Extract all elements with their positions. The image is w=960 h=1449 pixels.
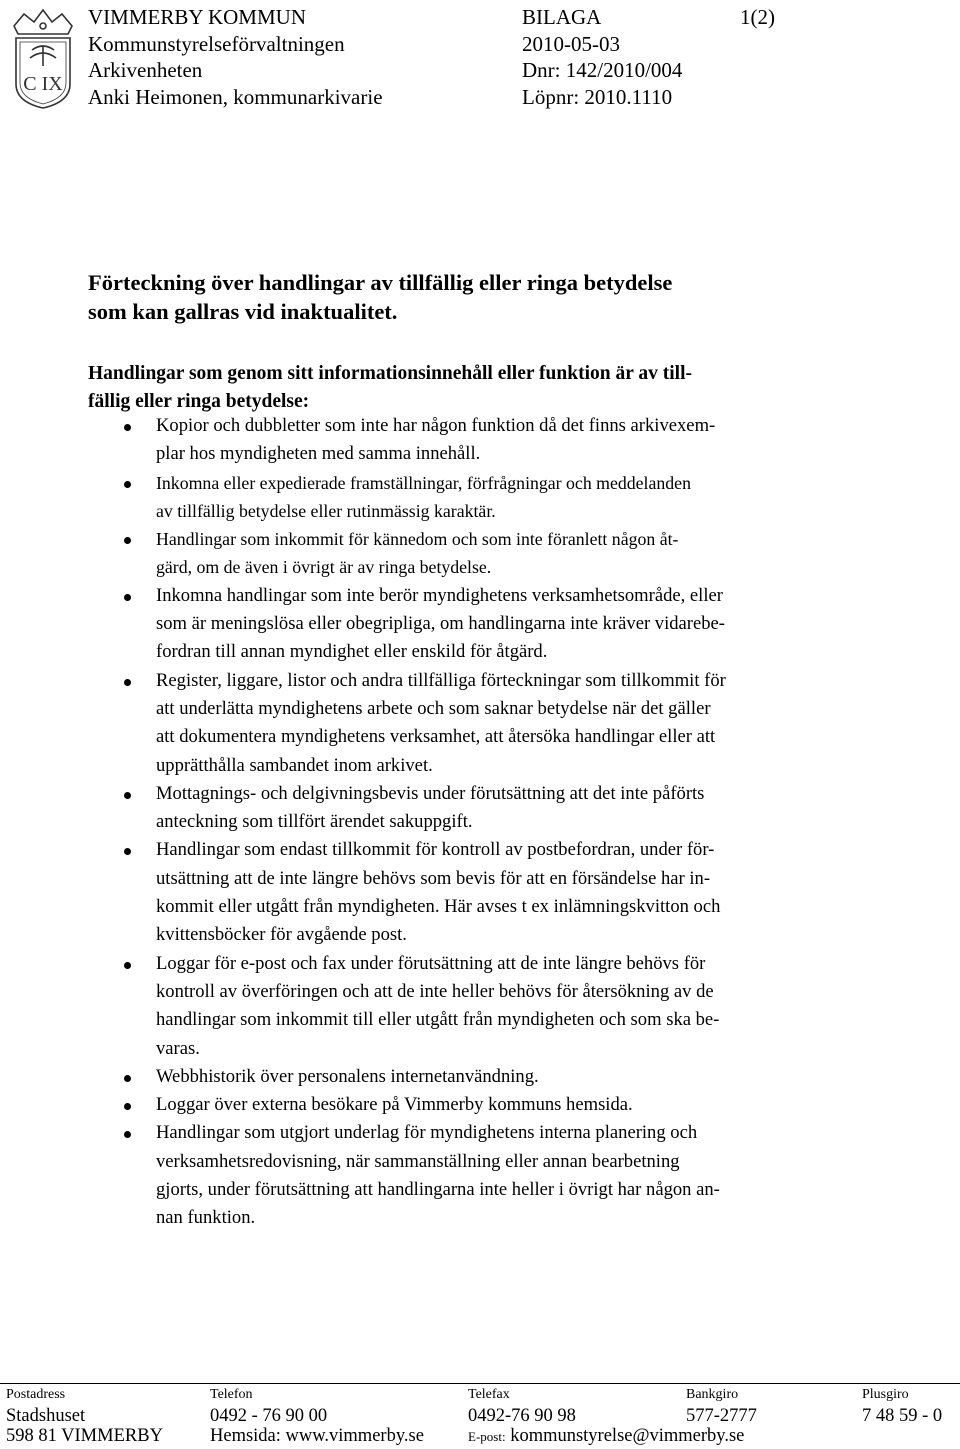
list-item-line: att underlätta myndighetens arbete och som saknar betydelse när det gäller (156, 697, 711, 719)
document-date: 2010-05-03 (522, 32, 620, 56)
footer-divider (0, 1383, 960, 1384)
bullet-icon (124, 679, 131, 686)
list-item (0, 525, 816, 582)
page-number: 1(2) (740, 5, 775, 29)
list-item-line: gärd, om de även i övrigt är av ringa betydelse. (156, 557, 492, 578)
list-item-line: Mottagnings- och delgivningsbevis under förutsättning att det inte påförts (156, 782, 705, 804)
list-item-line: utsättning att de inte längre behövs som bevis för att en försändelse har in- (156, 867, 711, 889)
list-item (0, 1091, 816, 1119)
list-item-line: varas. (156, 1037, 200, 1059)
list-item (0, 1119, 816, 1232)
bullet-icon (124, 1131, 131, 1138)
postadress-line-2: 598 81 VIMMERBY (6, 1426, 163, 1446)
municipal-crest-logo (6, 6, 80, 112)
list-item-line: Loggar över externa besökare på Vimmerby kommuns hemsida. (156, 1094, 633, 1116)
telefon-value: 0492 - 76 90 00 (210, 1406, 328, 1426)
svg-text:C IX: C IX (23, 73, 63, 95)
handlingar-list (0, 412, 960, 1233)
list-item (0, 836, 816, 949)
intro-line-1: Handlingar som genom sitt informationsinnehåll eller funktion är av till- (88, 363, 693, 384)
list-item-line: som är meningslösa eller obegripliga, om handlingarna inte kräver vidarebe- (156, 613, 725, 635)
list-item-line: Inkomna handlingar som inte berör myndighetens verksamhetsområde, eller (156, 584, 723, 606)
list-item-line: Webbhistorik över personalens internetanvändning. (156, 1065, 539, 1087)
bullet-icon (124, 537, 131, 544)
unit: Arkivenheten (88, 58, 203, 82)
list-item-line: Handlingar som utgjort underlag för myndighetens interna planering och (156, 1122, 698, 1144)
plusgiro-value: 7 48 59 - 0 (862, 1406, 943, 1426)
epost-link[interactable]: kommunstyrelse@vimmerby.se (510, 1426, 745, 1446)
list-item-line: Loggar för e-post och fax under förutsättning att de inte längre behövs för (156, 952, 706, 974)
plusgiro-label: Plusgiro (862, 1387, 909, 1402)
list-item (0, 1063, 816, 1091)
hemsida-link[interactable]: Hemsida: www.vimmerby.se (210, 1426, 424, 1446)
list-item (0, 469, 816, 526)
serial-number: Löpnr: 2010.1110 (522, 85, 673, 109)
bullet-icon (124, 792, 131, 799)
list-item-line: kommit eller utgått från myndigheten. Här avses t ex inlämningskvitton och (156, 896, 721, 918)
list-item (0, 582, 816, 667)
list-item-line: att dokumentera myndighetens verksamhet, att återsöka handlingar eller att (156, 726, 716, 748)
bullet-icon (124, 1103, 131, 1110)
list-item (0, 950, 816, 1063)
bankgiro-label: Bankgiro (686, 1387, 739, 1402)
list-item-line: plar hos myndigheten med samma innehåll. (156, 443, 481, 465)
bullet-icon (124, 424, 131, 431)
author: Anki Heimonen, kommunarkivarie (88, 85, 383, 109)
bullet-icon (124, 1075, 131, 1082)
list-item-line: handlingar som inkommit till eller utgått från myndigheten och som ska be- (156, 1009, 720, 1031)
org-name: VIMMERBY KOMMUN (88, 5, 306, 29)
telefax-label: Telefax (468, 1387, 510, 1402)
list-item-line: gjorts, under förutsättning att handlingarna inte heller i övrigt har någon an- (156, 1179, 720, 1201)
list-item (0, 780, 816, 837)
intro-line-2: fällig eller ringa betydelse: (88, 391, 310, 412)
bankgiro-value: 577-2777 (686, 1406, 757, 1426)
telefax-value: 0492-76 90 98 (468, 1406, 576, 1426)
list-item-line: verksamhetsredovisning, när sammanställning eller annan bearbetning (156, 1150, 680, 1172)
list-item-line: nan funktion. (156, 1207, 256, 1229)
list-item-line: Handlingar som inkommit för kännedom och som inte föranlett någon åt- (156, 529, 679, 550)
list-item-line: upprätthålla sambandet inom arkivet. (156, 754, 433, 776)
bullet-icon (124, 962, 131, 969)
postadress-line-1: Stadshuset (6, 1406, 86, 1426)
intro-paragraph (88, 360, 808, 416)
list-item-line: kvittensböcker för avgående post. (156, 924, 407, 946)
telefon-label: Telefon (210, 1387, 253, 1402)
list-item (0, 667, 816, 780)
department: Kommunstyrelseförvaltningen (88, 32, 345, 56)
list-item-line: Register, liggare, listor och andra tillfälliga förteckningar som tillkommit för (156, 669, 726, 691)
list-item-line: av tillfällig betydelse eller rutinmässig karaktär. (156, 500, 496, 521)
document-title-line-1: Förteckning över handlingar av tillfällig eller ringa betydelse (88, 270, 673, 295)
bullet-icon (124, 848, 131, 855)
list-item-line: Inkomna eller expedierade framställningar, förfrågningar och meddelanden (156, 472, 691, 493)
bullet-icon (124, 481, 131, 488)
document-title-line-2: som kan gallras vid inaktualitet. (88, 299, 398, 324)
diary-number: Dnr: 142/2010/004 (522, 58, 683, 82)
list-item-line: Handlingar som endast tillkommit för kontroll av postbefordran, under för- (156, 839, 715, 861)
list-item-line: kontroll av överföringen och att de inte heller behövs för återsökning av de (156, 980, 714, 1002)
list-item-line: Kopior och dubbletter som inte har någon funktion då det finns arkivexem- (156, 415, 716, 436)
list-item-line: anteckning som tillfört ärendet sakuppgift. (156, 811, 473, 833)
list-item-line: fordran till annan myndighet eller enskild för åtgärd. (156, 641, 548, 663)
list-item (0, 412, 816, 469)
document-type: BILAGA (522, 5, 602, 29)
epost-label: E-post: (468, 1429, 506, 1444)
bullet-icon (124, 594, 131, 601)
postadress-label: Postadress (6, 1387, 66, 1402)
